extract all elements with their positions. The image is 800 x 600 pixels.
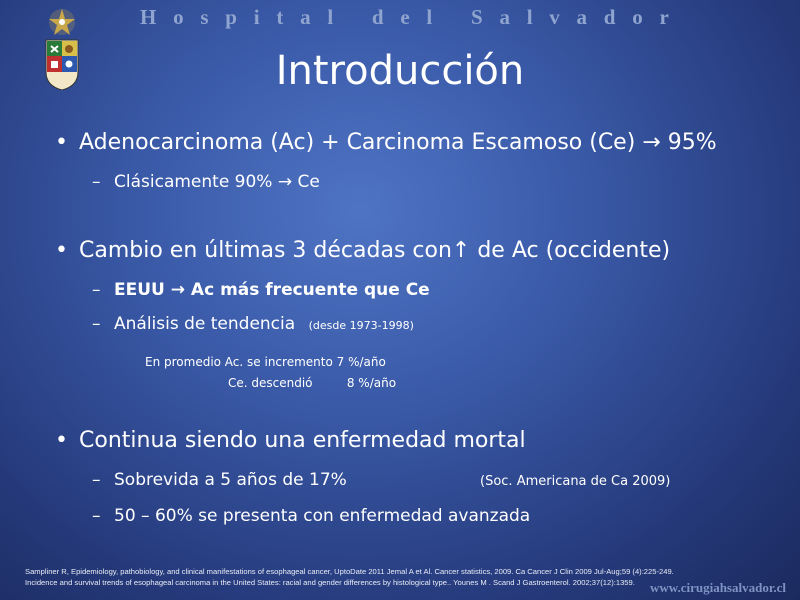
website-link[interactable]: www.cirugiahsalvador.cl bbox=[650, 580, 787, 595]
sobrevida-source: (Soc. Americana de Ca 2009) bbox=[480, 474, 671, 489]
references: Sampliner R, Epidemiology, pathobiology, and clinical manifestations of esophageal cancer, UptoDate 2011 Jemal A et Al. Cancer statistics, 2009. Ca Cancer J Clin 2009 Jul-Aug;59 (4):225-249. Incidence and survival trends of esophageal carcinoma in the United States: racial and gender differences by histological type.. Younes M . Scand J Gastroenterol. 2002;37(12):1359. bbox=[25, 567, 674, 587]
star-icon bbox=[49, 9, 75, 35]
arrow-up-icon: ↑ bbox=[451, 238, 471, 263]
trend-note-line1: En promedio Ac. se incremento 7 %/año bbox=[145, 355, 386, 369]
trend-note-line2: Ce. descendió 8 %/año bbox=[228, 376, 397, 390]
slide-title: Introducción bbox=[275, 48, 525, 94]
hospital-name: H o s p i t a l d e l S a l v a d o r bbox=[140, 5, 670, 29]
